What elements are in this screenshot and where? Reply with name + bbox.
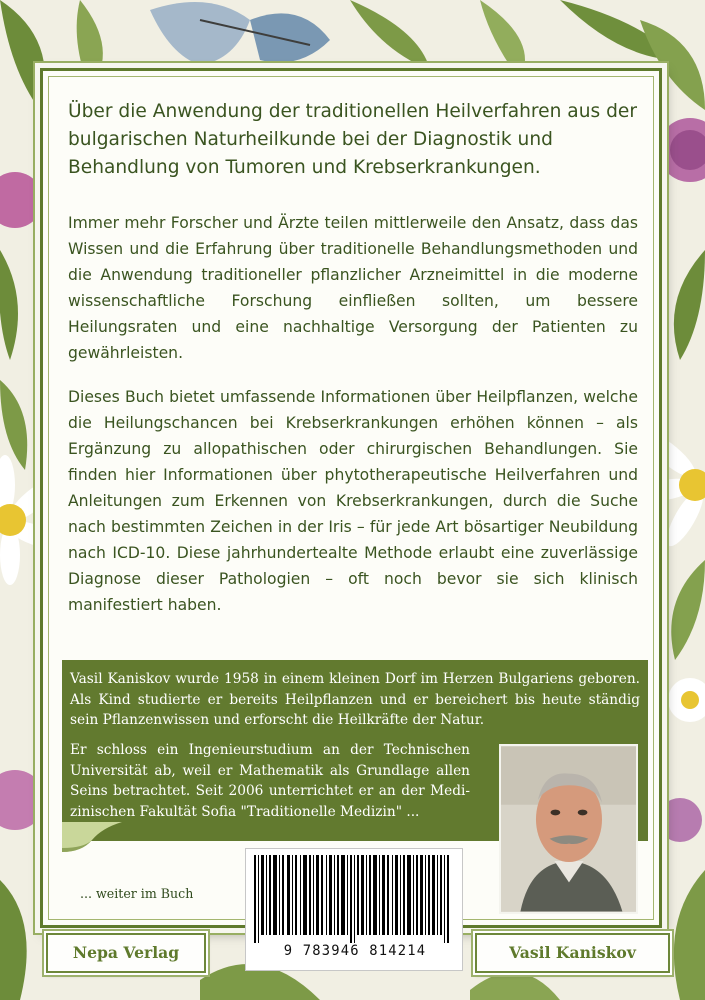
isbn-number: 9 783946 814214 [283,943,427,959]
author-bio-text-narrow: Er schloss ein Ingenieurstudium an der Technischen Universität ab, weil er Mathematik als Grundlage allen Seins betrachtet. Seit 2006 unterrichtet er an der Medizinischen Fakultät Sofia "Traditionelle Medizin" ... [70,742,470,820]
description-paragraph-1: Immer mehr Forscher und Ärzte teilen mittlerweile den Ansatz, dass das Wissen und die Erfahrung über traditionelle Behandlungsmethoden und die Anwendung traditioneller pflanzlicher Arzneimittel in die moderne wissenschaftliche Forschung einfließen sollten, um bessere Heilungsraten und eine nachhaltige Versorgung der Patienten zu gewährleisten. [68,214,638,362]
page-curl-icon [62,822,122,852]
author-name: Vasil Kaniskov [509,943,636,962]
cover-headline: Über die Anwendung der traditionellen Heilverfahren aus der bulgarischen Naturheilkunde bei der Diagnostik und Behandlung von Tumoren und Krebserkrankungen. [68,101,637,178]
description-paragraph-2: Dieses Buch bietet umfassende Informationen über Heilpflanzen, welche die Heilungschancen bei Krebserkrankungen erhöhen können – als Ergänzung zu allopathischen oder chirurgischen Behandlungen. Sie finden hier Informationen über phytotherapeutische Heilverfahren und Anleitungen zum Erkennen von Krebserkrankungen, durch die Suche nach bestimmten Zeichen in der Iris – für jede Art bösartiger Neubildung nach ICD-10. Diese jahrhundertealte Methode erlaubt eine zuverlässige Diagnose dieser Pathologien – oft noch bevor sie sich klinisch manifestiert haben. [68,388,638,614]
barcode-icon [252,855,458,943]
author-bio-text-full: Vasil Kaniskov wurde 1958 in einem kleinen Dorf im Herzen Bulgariens geboren. Als Kind studierte er bereits Heilpflanzen und er bereichert bis heute ständig sein Pflanzenwissen und erforscht die Heilkräfte der Natur. [70,671,640,728]
read-more-label: ... weiter im Buch [80,886,194,901]
isbn-barcode [245,848,463,971]
author-photo [499,744,638,914]
publisher-name: Nepa Verlag [72,943,180,962]
publisher-label-box [46,933,206,973]
author-label-box [475,933,670,973]
author-portrait-icon [501,746,636,912]
